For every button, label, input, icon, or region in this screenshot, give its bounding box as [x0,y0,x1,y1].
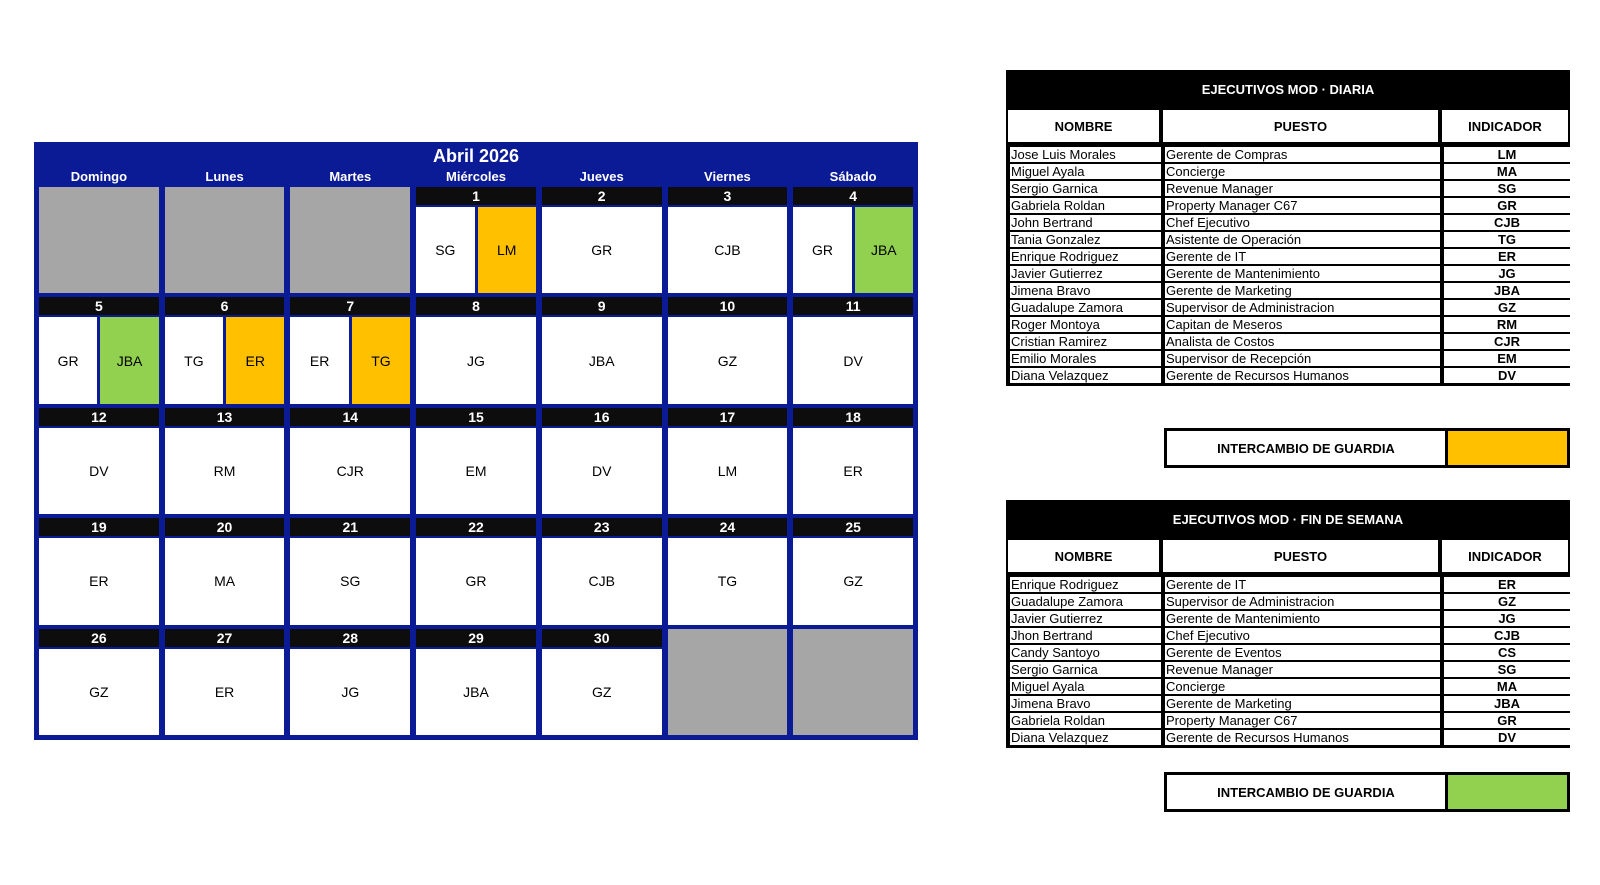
column-header-indicator: INDICADOR [1442,540,1568,572]
duty-indicator: CJB [588,573,615,590]
calendar-grid [36,186,916,738]
day-number: 4 [793,187,913,205]
empty-day-cell [287,186,413,296]
weekday-label: Martes [329,169,372,184]
daily-exchange-legend [1164,428,1570,468]
duty-indicator: ER [843,462,863,479]
table-row [1008,574,1568,593]
day-number: 11 [793,297,913,315]
cell-indicator: DV [1444,368,1570,383]
day-body [39,538,159,624]
cell-name: Gabriela Roldan [1010,713,1161,728]
cell-name: Diana Velazquez [1010,730,1161,745]
day-cell [539,186,665,296]
cell-indicator: RM [1444,317,1570,332]
cell-name: Guadalupe Zamora [1010,594,1161,609]
day-body [793,428,913,514]
day-cell [539,296,665,406]
duty-indicator: TG [717,573,738,590]
cell-indicator: JBA [1444,283,1570,298]
table-row [1008,627,1568,644]
cell-position: Revenue Manager [1165,181,1440,196]
day-cell [36,296,162,406]
day-cell [287,517,413,627]
day-number: 15 [416,408,536,426]
duty-indicator: ER [214,683,235,700]
duty-indicator: JG [467,352,485,369]
day-body [165,428,285,514]
day-body [542,317,662,403]
cell-name: Jimena Bravo [1010,696,1161,711]
cell-position: Analista de Costos [1165,334,1440,349]
table-row [1008,163,1568,180]
table-row [1008,333,1568,350]
table-row [1008,265,1568,282]
cell-indicator: MA [1444,164,1570,179]
day-cell [162,517,288,627]
day-number: 16 [542,408,662,426]
cell-indicator: GR [1444,713,1570,728]
duty-indicator: TG [184,352,204,369]
cell-name: Guadalupe Zamora [1010,300,1161,315]
table-row [1008,610,1568,627]
table-row [1008,299,1568,316]
duty-indicator: DV [89,462,109,479]
day-body [39,187,159,293]
day-number: 23 [542,518,662,536]
duty-indicator: ER [89,573,109,590]
day-number: 25 [793,518,913,536]
cell-position: Chef Ejecutivo [1165,215,1440,230]
day-cell [665,186,791,296]
duty-indicator: EM [465,462,487,479]
day-cell [790,296,916,406]
calendar-week [36,296,916,406]
day-number: 12 [39,408,159,426]
day-cell [539,407,665,517]
cell-position: Gerente de Compras [1165,147,1440,162]
day-number: 9 [542,297,662,315]
legend-label: INTERCAMBIO DE GUARDIA [1167,775,1445,809]
cell-name: Jhon Bertrand [1010,628,1161,643]
cell-position: Property Manager C67 [1165,713,1440,728]
day-body [39,317,159,403]
day-number: 22 [416,518,536,536]
cell-position: Chef Ejecutivo [1165,628,1440,643]
duty-indicator: LM [717,462,738,479]
day-number: 1 [416,187,536,205]
cell-indicator: CS [1444,645,1570,660]
cell-name: Emilio Morales [1010,351,1161,366]
day-cell [162,628,288,738]
day-body [416,538,536,624]
cell-indicator: TG [1444,232,1570,247]
cell-position: Gerente de Eventos [1165,645,1440,660]
duty-indicator: MA [214,573,236,590]
table-row [1008,197,1568,214]
day-body [290,649,410,735]
day-body [668,538,788,624]
day-body [668,317,788,403]
calendar-week [36,517,916,627]
day-body [290,317,410,403]
day-cell [539,628,665,738]
cell-indicator: ER [1444,577,1570,592]
calendar-week [36,407,916,517]
day-number: 21 [290,518,410,536]
duty-indicator: GR [465,573,487,590]
day-number: 18 [793,408,913,426]
cell-name: Diana Velazquez [1010,368,1161,383]
cell-indicator: JBA [1444,696,1570,711]
day-body [793,317,913,403]
cell-name: Enrique Rodriguez [1010,577,1161,592]
day-cell [287,407,413,517]
weekday-label: Lunes [205,169,244,184]
cell-position: Capitan de Meseros [1165,317,1440,332]
day-cell [162,407,288,517]
table-header-row [1006,538,1570,574]
duty-indicator: CJR [336,462,364,479]
day-number: 6 [165,297,285,315]
cell-name: Gabriela Roldan [1010,198,1161,213]
duty-indicator: SG [340,573,361,590]
day-cell [665,407,791,517]
day-body [290,428,410,514]
duty-indicator: GR [57,352,79,369]
duty-indicator: SG [435,242,456,259]
cell-indicator: CJB [1444,215,1570,230]
table-row [1008,661,1568,678]
table-row [1008,282,1568,299]
table-row [1008,350,1568,367]
day-number: 20 [165,518,285,536]
cell-name: Jose Luis Morales [1010,147,1161,162]
day-cell [413,517,539,627]
duty-indicator: JBA [463,683,489,700]
weekend-exchange-legend [1164,772,1570,812]
cell-name: Enrique Rodriguez [1010,249,1161,264]
day-number: 17 [668,408,788,426]
duty-indicator: TG [349,317,410,403]
weekday-header [36,168,916,186]
table-row [1008,644,1568,661]
cell-indicator: SG [1444,662,1570,677]
weekday-label: Miércoles [446,169,506,184]
weekday-label: Jueves [579,169,624,184]
duty-indicator: JBA [852,207,913,293]
day-body [416,428,536,514]
legend-swatch [1448,431,1567,465]
calendar-week [36,628,916,738]
table-row [1008,678,1568,695]
day-body [39,649,159,735]
cell-name: Candy Santoyo [1010,645,1161,660]
day-cell [665,296,791,406]
table-row [1008,367,1568,384]
duty-indicator: CJB [714,242,741,259]
table-title: EJECUTIVOS MOD · FIN DE SEMANA [1006,500,1570,538]
table-row [1008,316,1568,333]
table-row [1008,231,1568,248]
cell-position: Gerente de IT [1165,577,1440,592]
duty-indicator: GR [811,242,833,259]
day-body [793,207,913,293]
column-header-name: NOMBRE [1008,110,1159,142]
table-body [1006,144,1570,386]
day-body [668,207,788,293]
day-cell [36,628,162,738]
duty-indicator: DV [591,462,612,479]
cell-position: Revenue Manager [1165,662,1440,677]
cell-indicator: MA [1444,679,1570,694]
day-number: 10 [668,297,788,315]
table-row [1008,180,1568,197]
cell-indicator: GZ [1444,594,1570,609]
day-body [39,428,159,514]
day-number: 13 [165,408,285,426]
day-number: 26 [39,629,159,647]
day-cell [413,186,539,296]
cell-position: Gerente de IT [1165,249,1440,264]
column-header-indicator: INDICADOR [1442,110,1568,142]
cell-position: Supervisor de Administracion [1165,300,1440,315]
duty-indicator: JG [341,683,360,700]
day-body [416,317,536,403]
day-cell [790,407,916,517]
calendar-title: Abril 2026 [432,146,520,166]
cell-name: Roger Montoya [1010,317,1161,332]
day-body [290,187,410,293]
table-row [1008,214,1568,231]
day-body [668,428,788,514]
cell-name: Tania Gonzalez [1010,232,1161,247]
day-number: 2 [542,187,662,205]
duty-indicator: RM [213,462,236,479]
daily-executives-table [1006,70,1570,386]
day-number: 7 [290,297,410,315]
day-cell [287,296,413,406]
day-number: 28 [290,629,410,647]
cell-indicator: SG [1444,181,1570,196]
cell-name: John Bertrand [1010,215,1161,230]
day-body [165,317,285,403]
cell-indicator: JG [1444,611,1570,626]
cell-name: Sergio Garnica [1010,181,1161,196]
day-number: 5 [39,297,159,315]
day-body [542,207,662,293]
empty-day-cell [162,186,288,296]
empty-day-cell [36,186,162,296]
cell-name: Miguel Ayala [1010,679,1161,694]
column-header-position: PUESTO [1163,110,1438,142]
cell-position: Concierge [1165,164,1440,179]
day-cell [790,186,916,296]
cell-name: Javier Gutierrez [1010,611,1161,626]
duty-indicator: ER [309,352,330,369]
day-body [165,538,285,624]
day-body [416,649,536,735]
day-cell [413,296,539,406]
duty-indicator: GR [591,242,613,259]
cell-indicator: CJB [1444,628,1570,643]
weekday-label: Viernes [704,169,751,184]
duty-indicator: DV [843,352,863,369]
day-body [793,629,913,735]
day-number: 19 [39,518,159,536]
day-body [542,538,662,624]
table-row [1008,695,1568,712]
table-row [1008,144,1568,163]
day-body [416,207,536,293]
day-body [793,538,913,624]
weekday-label: Domingo [70,169,128,184]
cell-indicator: GZ [1444,300,1570,315]
table-row [1008,248,1568,265]
day-body [165,649,285,735]
duty-indicator: GZ [591,683,612,700]
duty-indicator: LM [475,207,536,293]
day-body [165,187,285,293]
cell-position: Asistente de Operación [1165,232,1440,247]
table-title: EJECUTIVOS MOD · DIARIA [1006,70,1570,108]
day-cell [162,296,288,406]
empty-day-cell [665,628,791,738]
cell-position: Gerente de Marketing [1165,696,1440,711]
cell-name: Sergio Garnica [1010,662,1161,677]
table-row [1008,712,1568,729]
day-number: 14 [290,408,410,426]
table-row [1008,593,1568,610]
column-header-position: PUESTO [1163,540,1438,572]
weekend-executives-table [1006,500,1570,748]
duty-indicator: JBA [588,352,615,369]
day-number: 3 [668,187,788,205]
legend-label: INTERCAMBIO DE GUARDIA [1167,431,1445,465]
day-number: 30 [542,629,662,647]
duty-indicator: GZ [843,573,863,590]
column-header-name: NOMBRE [1008,540,1159,572]
day-cell [790,517,916,627]
day-body [290,538,410,624]
empty-day-cell [790,628,916,738]
cell-position: Supervisor de Recepción [1165,351,1440,366]
table-body [1006,574,1570,748]
day-cell [539,517,665,627]
cell-name: Javier Gutierrez [1010,266,1161,281]
cell-position: Gerente de Recursos Humanos [1165,368,1440,383]
cell-position: Gerente de Mantenimiento [1165,266,1440,281]
cell-name: Miguel Ayala [1010,164,1161,179]
table-row [1008,729,1568,746]
day-cell [413,407,539,517]
calendar [34,142,918,740]
legend-swatch [1448,775,1567,809]
day-cell [36,517,162,627]
cell-indicator: GR [1444,198,1570,213]
duty-indicator: GZ [89,683,109,700]
cell-position: Gerente de Recursos Humanos [1165,730,1440,745]
cell-indicator: LM [1444,147,1570,162]
day-body [668,629,788,735]
day-body [542,649,662,735]
cell-position: Supervisor de Administracion [1165,594,1440,609]
weekday-label: Sábado [829,169,877,184]
calendar-week [36,186,916,296]
cell-indicator: CJR [1444,334,1570,349]
cell-position: Gerente de Marketing [1165,283,1440,298]
day-cell [413,628,539,738]
cell-name: Cristian Ramirez [1010,334,1161,349]
cell-indicator: EM [1444,351,1570,366]
day-body [542,428,662,514]
day-number: 8 [416,297,536,315]
day-cell [665,517,791,627]
cell-position: Property Manager C67 [1165,198,1440,213]
duty-indicator: GZ [717,352,738,369]
cell-position: Concierge [1165,679,1440,694]
day-cell [36,407,162,517]
day-number: 29 [416,629,536,647]
day-number: 27 [165,629,285,647]
duty-indicator: ER [223,317,284,403]
cell-indicator: JG [1444,266,1570,281]
cell-indicator: DV [1444,730,1570,745]
duty-indicator: JBA [97,317,158,403]
day-cell [287,628,413,738]
day-number: 24 [668,518,788,536]
cell-position: Gerente de Mantenimiento [1165,611,1440,626]
cell-name: Jimena Bravo [1010,283,1161,298]
cell-indicator: ER [1444,249,1570,264]
table-header-row [1006,108,1570,144]
